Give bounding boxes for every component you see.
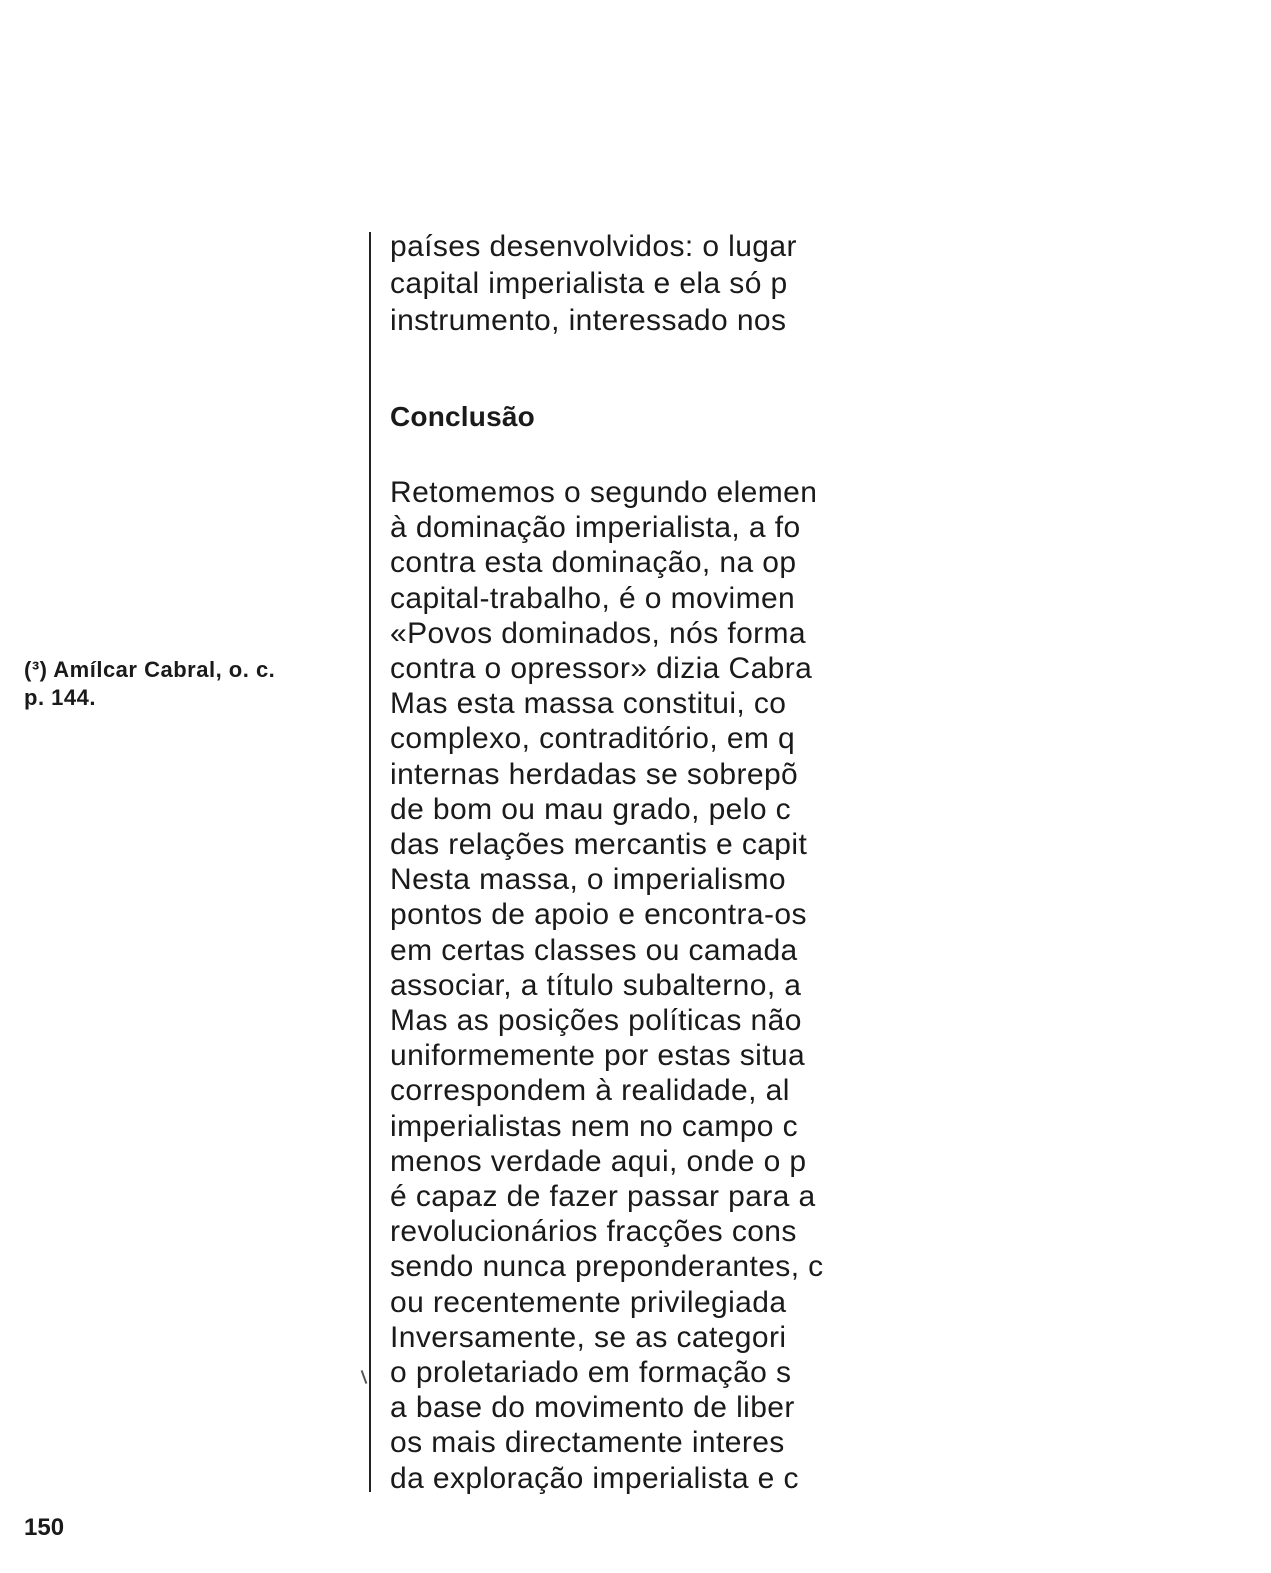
text-line: Mas as posições políticas não: [390, 1004, 802, 1038]
section-heading: Conclusão: [390, 401, 535, 432]
text-line: capital-trabalho, é o movimen: [390, 581, 796, 615]
text-line: Retomemos o segundo elemen: [390, 476, 818, 509]
text-line: complexo, contraditório, em q: [390, 722, 796, 756]
text-line: sendo nunca preponderantes, c: [390, 1250, 824, 1284]
text-line: a base do movimento de liber: [390, 1391, 795, 1425]
text-line: os mais directamente interes: [390, 1426, 785, 1460]
text-line: correspondem à realidade, al: [390, 1074, 790, 1108]
text-line: contra esta dominação, na op: [390, 546, 797, 580]
top-paragraph: [390, 228, 860, 339]
footnote: [24, 656, 354, 712]
text-line: Mas esta massa constitui, co: [390, 687, 787, 721]
text-line: à dominação imperialista, a fo: [390, 511, 801, 545]
text-line: é capaz de fazer passar para a: [390, 1180, 816, 1214]
text-line: Inversamente, se as categori: [390, 1320, 787, 1354]
footnote-line: (³) Amílcar Cabral, o. c.: [24, 657, 276, 682]
margin-rule: [369, 232, 371, 1492]
text-line: de bom ou mau grado, pelo c: [390, 792, 792, 826]
text-line: ou recentemente privilegiada: [390, 1285, 787, 1319]
page-number: 150: [24, 1514, 65, 1541]
text-line: uniformemente por estas situa: [390, 1039, 806, 1073]
main-paragraph: [390, 475, 860, 1496]
text-line: revolucionários fracções cons: [390, 1215, 797, 1249]
footnote-line: p. 144.: [24, 685, 96, 710]
text-line: contra o opressor» dizia Cabra: [390, 652, 813, 686]
text-line: pontos de apoio e encontra-os: [390, 898, 807, 932]
text-line: da exploração imperialista e c: [390, 1461, 799, 1495]
text-line: Nesta massa, o imperialismo: [390, 863, 786, 897]
text-line: menos verdade aqui, onde o p: [390, 1144, 807, 1178]
text-line: imperialistas nem no campo c: [390, 1109, 799, 1143]
text-line: em certas classes ou camada: [390, 933, 798, 967]
text-line: das relações mercantis e capit: [390, 828, 808, 862]
text-line: «Povos dominados, nós forma: [390, 616, 807, 650]
text-line: internas herdadas se sobrepõ: [390, 757, 799, 791]
margin-mark: [361, 1370, 368, 1384]
text-line: associar, a título subalterno, a: [390, 968, 802, 1002]
text-column: [390, 228, 860, 1496]
text-line: o proletariado em formação s: [390, 1356, 792, 1390]
text-line: instrumento, interessado nos: [390, 304, 787, 337]
text-line: capital imperialista e ela só p: [390, 267, 788, 300]
text-line: países desenvolvidos: o lugar: [390, 230, 797, 263]
